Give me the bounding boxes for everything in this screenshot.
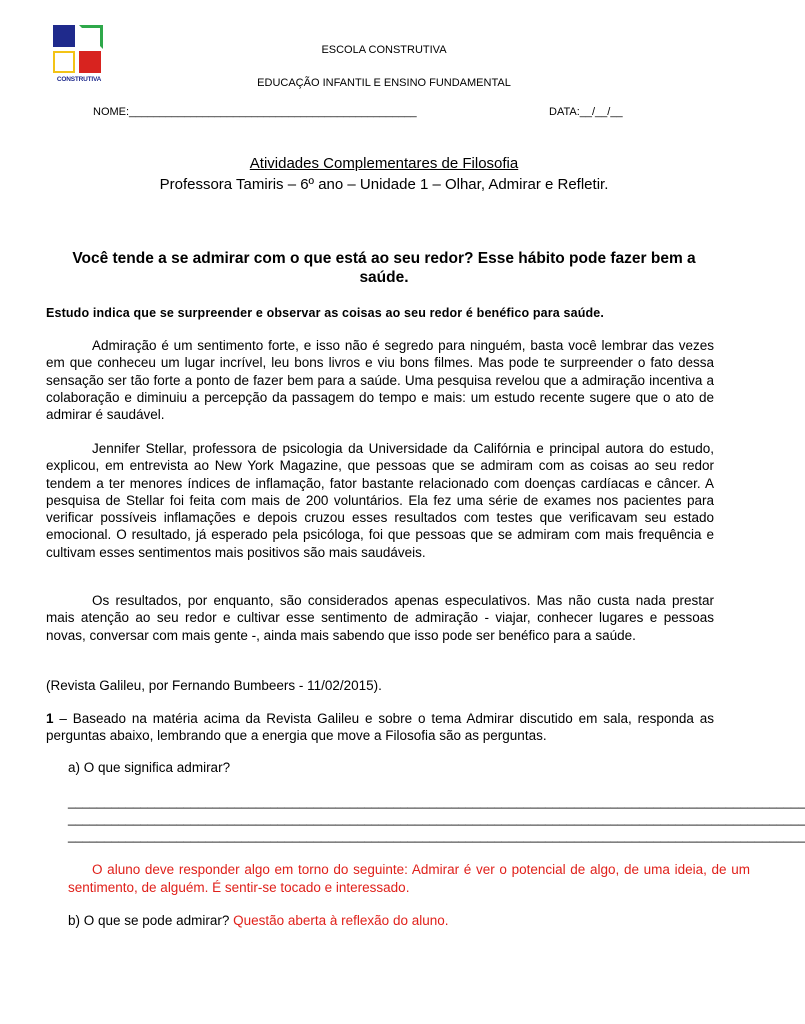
- page-subtitle: Professora Tamiris – 6º ano – Unidade 1 – Olhar, Admirar e Refletir.: [159, 176, 609, 193]
- article-paragraph-1: Admiração é um sentimento forte, e isso não é segredo para ninguém, basta você lembrar das vezes em que conheceu um lugar incrível, leu bons livros e viu bons filmes. Mas pode te surpreender o fato dessa sensação ser tão forte a ponto de fazer bem para a saúde. Uma pesquisa revelou que a admiração incentiva a colaboração e diminuiu a percepção da passagem do tempo e mais: um estudo recente sugere que o ato de admirar é saudável.: [46, 338, 714, 423]
- article-headline: Você tende a se admirar com o que está ao seu redor? Esse hábito pode fazer bem a saúde.: [72, 250, 696, 286]
- question-a: a) O que significa admirar?: [68, 760, 231, 775]
- question-b-text: b) O que se pode admirar?: [68, 913, 234, 928]
- page-title: Atividades Complementares de Filosofia: [249, 155, 519, 172]
- answer-line: ______________________________________________________________________________________________________: [68, 828, 805, 843]
- school-level: EDUCAÇÃO INFANTIL E ENSINO FUNDAMENTAL: [257, 77, 511, 89]
- exercise-instruction: [46, 710, 714, 745]
- answer-a: O aluno deve responder algo em torno do seguinte: Admirar é ver o potencial de algo, de uma ideia, de um sentimento, de alguém. É sentir-se tocado e interessado.: [68, 862, 750, 895]
- article-paragraph-3: Os resultados, por enquanto, são considerados apenas especulativos. Mas não custa nada prestar mais atenção ao seu redor e cultivar esse sentimento de admiração - viajar, conhecer lugares e pessoas novas, conversar com mais gente -, ainda mais sabendo que isso pode ser benéfico para a saúde.: [46, 593, 714, 643]
- question-b: [68, 913, 449, 928]
- answer-b: Questão aberta à reflexão do aluno.: [233, 913, 449, 928]
- article-paragraph-2: Jennifer Stellar, professora de psicologia da Universidade da Califórnia e principal autora do estudo, explicou, em entrevista ao New York Magazine, que pessoas que se admiram com as coisas ao seu redor tendem a ter menores índices de inflamação, fator bastante relacionado com doenças cardíacas e câncer. A pesquisa de Stellar foi feita com mais de 200 voluntários. Ela fez uma série de exames nos pacientes para verificar possíveis inflamações e depois cruzou esses resultados com testes que verificavam seu estado emocional. O resultado, já esperado pela psicóloga, foi que pessoas que se admiram com mais frequência e cultivam esses sentimentos mais positivos são mais saudáveis.: [46, 441, 714, 560]
- answer-lines: [68, 793, 805, 844]
- date-field: DATA:__/__/__: [549, 106, 623, 118]
- answer-line: ______________________________________________________________________________________________________: [68, 794, 805, 809]
- article-subheading: Estudo indica que se surpreender e observar as coisas ao seu redor é benéfico para saúde.: [46, 306, 605, 320]
- article-citation: (Revista Galileu, por Fernando Bumbeers - 11/02/2015).: [46, 678, 382, 693]
- answer-line: ______________________________________________________________________________________________________: [68, 811, 805, 826]
- name-field: NOME:_______________________________________________: [93, 106, 417, 118]
- logo-label: CONSTRUTIVA: [56, 76, 102, 83]
- exercise-number: 1: [46, 711, 54, 726]
- exercise-instruction-text: – Baseado na matéria acima da Revista Galileu e sobre o tema Admirar discutido em sala, responda as perguntas abaixo, lembrando que a energia que move a Filosofia são as perguntas.: [46, 711, 714, 744]
- school-name: ESCOLA CONSTRUTIVA: [321, 44, 447, 56]
